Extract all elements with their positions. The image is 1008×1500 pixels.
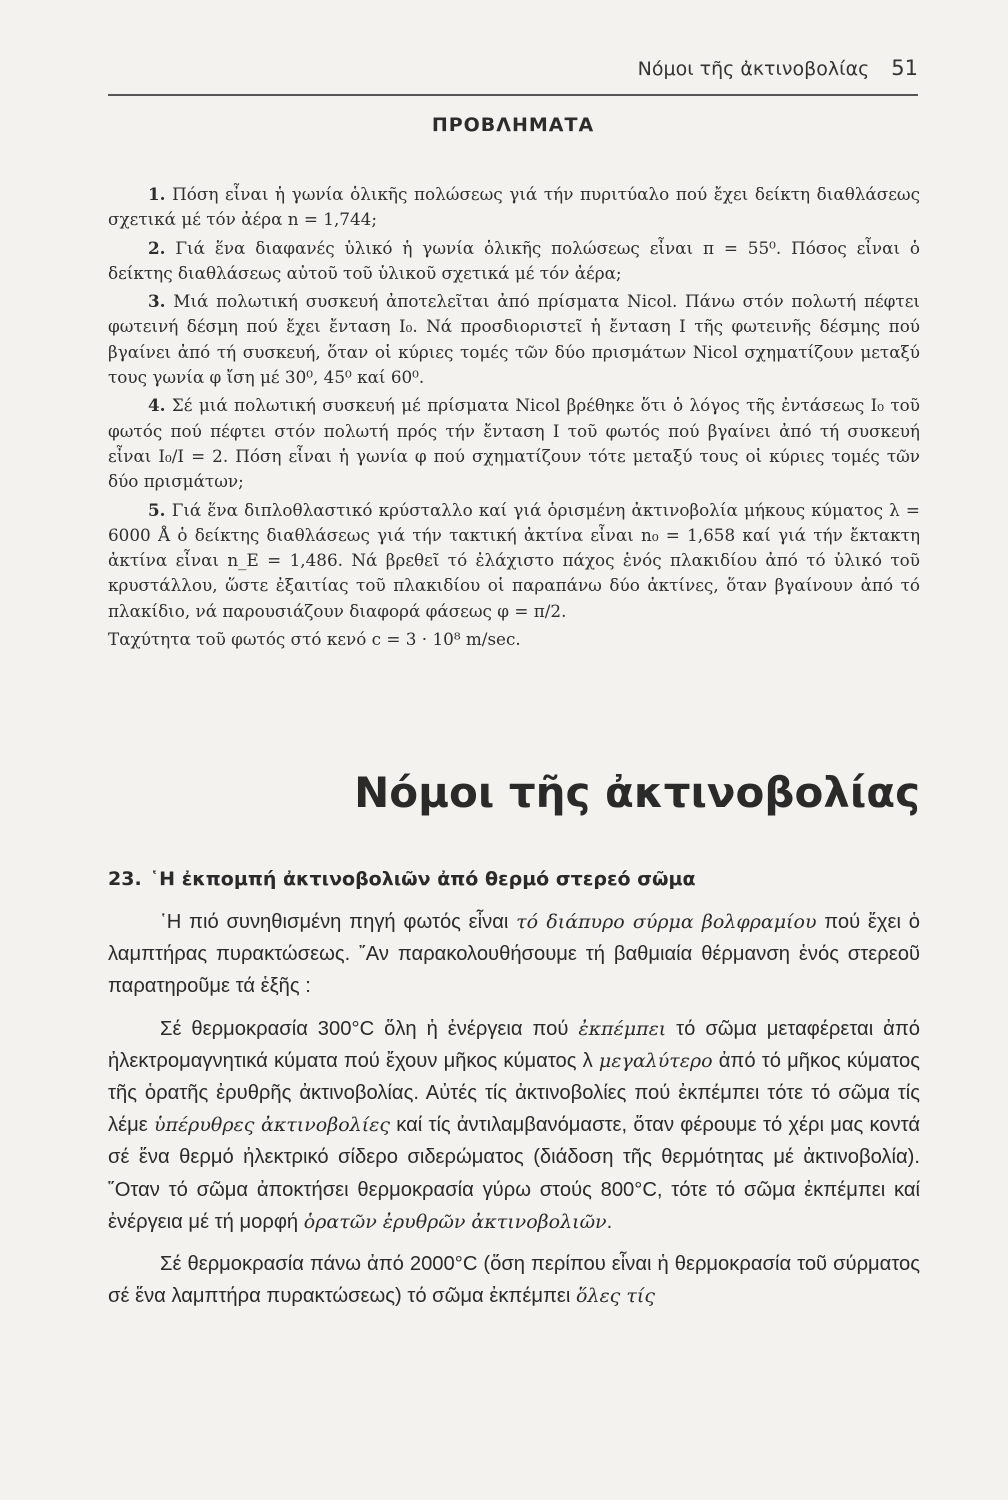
- chapter-title: Νόμοι τῆς ἀκτινοβολίας: [354, 768, 920, 817]
- problem-number: 2.: [148, 237, 166, 258]
- running-title: Νόμοι τῆς ἀκτινοβολίας: [637, 58, 870, 80]
- problem-item: [108, 498, 920, 624]
- emphasis: ἐκπέμπει: [578, 1017, 667, 1040]
- problem-number: 4.: [148, 395, 166, 416]
- problem-item: [108, 236, 920, 287]
- emphasis: τό διάπυρο σύρμα βολφραμίου: [516, 911, 817, 933]
- problem-number: 1.: [148, 184, 166, 204]
- problem-note: Ταχύτητα τοῦ φωτός στό κενό c = 3 · 10⁸ m/sec.: [108, 629, 521, 650]
- problem-number: 5.: [148, 499, 166, 520]
- section-heading: [108, 868, 920, 890]
- paragraph: ῾Η πιό συνηθισμένη πηγή φωτός εἶναι τό διάπυρο σύρμα βολφραμίου πού ἔχει ὁ λαμπτήρας πυρακτώσεως. ῎Αν παρακολουθήσουμε τή βαθμιαία θέρμανση ἑνός στερεοῦ παρατηροῦμε τά ἑξῆς :: [108, 911, 921, 998]
- header-rule: [108, 94, 918, 96]
- problems-heading: ΠΡΟΒΛΗΜΑΤΑ: [431, 114, 595, 136]
- page-number: 51: [891, 56, 918, 80]
- section-number: 23.: [108, 868, 142, 890]
- problem-item: [108, 289, 920, 390]
- paragraph: Σέ θερμοκρασία πάνω ἀπό 2000°C (ὅση περίπου εἶναι ἡ θερμοκρασία τοῦ σύρματος σέ ἕνα λαμπτήρα πυρακτώσεως) τό σῶμα ἐκπέμπει ὅλες τίς: [108, 1253, 920, 1308]
- emphasis: ὑπέρυθρες ἀκτινοβολίες: [153, 1114, 391, 1137]
- problem-text: Γιά ἕνα διαφανές ὑλικό ἡ γωνία ὁλικῆς πολώσεως εἶναι π = 55⁰. Πόσος εἶναι ὁ δείκτης διαθλάσεως αὐτοῦ τοῦ ὑλικοῦ σχετικά μέ τόν ἀέρα;: [108, 237, 920, 283]
- emphasis: μεγαλύτερο: [598, 1049, 713, 1072]
- problem-number: 3.: [148, 291, 166, 312]
- running-header: [108, 56, 918, 80]
- problem-text: Σέ μιά πολωτική συσκευή μέ πρίσματα Nicol βρέθηκε ὅτι ὁ λόγος τῆς ἐντάσεως I₀ τοῦ φωτός πού πέφτει στόν πολωτή πρός τήν ἔνταση I τοῦ φωτός πού βγαίνει ἀπό τή συσκευή εἶναι I₀/I = 2. Πόση εἶναι ἡ γωνία φ πού σχηματίζουν τότε μεταξύ τους οἱ κύριες τομές τῶν δύο πρισμάτων;: [108, 395, 920, 492]
- problems-list: [108, 182, 920, 655]
- problem-text: Μιά πολωτική συσκευή ἀποτελεῖται ἀπό πρίσματα Nicol. Πάνω στόν πολωτή πέφτει φωτεινή δέσμη πού ἔχει ἔνταση I₀. Νά προσδιοριστεῖ ἡ ἔνταση I τῆς φωτεινῆς δέσμης πού βγαίνει ἀπό τή συσκευή, ὅταν οἱ κύριες τομές τῶν δύο πρισμάτων Nicol σχηματίζουν μεταξύ τους γωνία φ ἴση μέ 30⁰, 45⁰ καί 60⁰.: [108, 291, 920, 388]
- problem-item: [108, 393, 920, 494]
- problem-item: [108, 182, 920, 233]
- emphasis: ὁρατῶν ἐρυθρῶν ἀκτινοβολιῶν: [303, 1210, 607, 1233]
- paragraph: Σέ θερμοκρασία 300°C ὅλη ἡ ἐνέργεια πού ἐκπέμπει τό σῶμα μεταφέρεται ἀπό ἠλεκτρομαγνητικά κύματα πού ἔχουν μῆκος κύματος λ μεγαλύτερο ἀπό τό μῆκος κύματος τῆς ὁρατῆς ἐρυθρῆς ἀκτινοβολίας. Αὐτές τίς ἀκτινοβολίες πού ἐκπέμπει τότε τό σῶμα τίς λέμε ὑπέρυθρες ἀκτινοβολίες καί τίς ἀντιλαμβανόμαστε, ὅταν φέρουμε τό χέρι μας κοντά σέ ἕνα θερμό ἠλεκτρικό σίδερο σιδερώματος (διάδοση τῆς θερμότητας μέ ἀκτινοβολία). ῞Οταν τό σῶμα ἀποκτήσει θερμοκρασία γύρω στούς 800°C, τότε τό σῶμα ἐκπέμπει καί ἐνέργεια μέ τή μορφή ὁρατῶν ἐρυθρῶν ἀκτινοβολιῶν.: [108, 1017, 920, 1233]
- body-text: [108, 906, 920, 1322]
- section-title-text: ῾Η ἐκπομπή ἀκτινοβολιῶν ἀπό θερμό στερεό σῶμα: [149, 868, 696, 890]
- emphasis: ὅλες τίς: [576, 1285, 655, 1308]
- problem-text: Γιά ἕνα διπλοθλαστικό κρύσταλλο καί γιά ὁρισμένη ἀκτινοβολία μήκους κύματος λ = 6000 Å ὁ δείκτης διαθλάσεως γιά τήν τακτική ἀκτίνα εἶναι n₀ = 1,658 καί γιά τήν ἔκτακτη ἀκτίνα εἶναι n_E = 1,486. Νά βρεθεῖ τό ἐλάχιστο πάχος ἑνός πλακιδίου ἀπό τό ὑλικό τοῦ κρυστάλλου, ὥστε ἐξαιτίας τοῦ πλακιδίου οἱ παραπάνω δύο ἀκτίνες, ὅταν βγαίνουν ἀπό τό πλακίδιο, νά παρουσιάζουν διαφορά φάσεως φ = π/2.: [108, 499, 920, 621]
- problem-text: Πόση εἶναι ἡ γωνία ὁλικῆς πολώσεως γιά τήν πυριτύαλο πού ἔχει δείκτη διαθλάσεως σχετικά μέ τόν ἀέρα n = 1,744;: [108, 184, 921, 230]
